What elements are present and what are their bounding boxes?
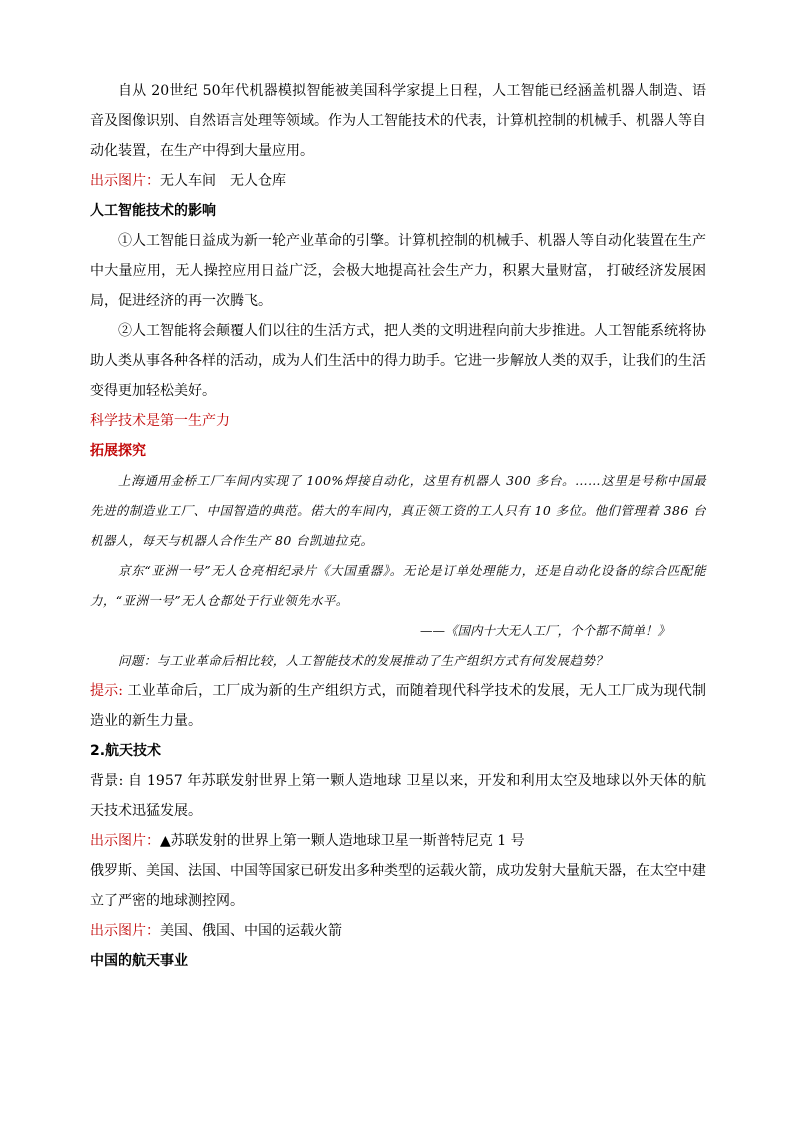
show-pictures-text: ▲苏联发射的世界上第一颗人造地球卫星一斯普特尼克 1 号 — [160, 833, 525, 849]
show-pictures-line-1 — [90, 166, 706, 196]
impact-heading: 人工智能技术的影响 — [90, 203, 216, 219]
extension-paragraph-2: 京东“亚洲一号”无人仓亮相纪录片《大国重器》。无论是订单处理能力，还是自动化设备的综合匹配能力，“亚洲一号”无人仓都处于行业领先水平。 — [90, 563, 706, 608]
explore-heading: 拓展探究 — [90, 443, 146, 459]
show-pictures-text: 无人车间 无人仓库 — [160, 173, 286, 189]
show-pictures-label: 出示图片： — [90, 923, 160, 939]
show-pictures-label: 出示图片： — [90, 833, 160, 849]
document-body — [90, 76, 706, 976]
hint-text: 工业革命后，工厂成为新的生产组织方式，而随着现代科学技术的发展，无人工厂成为现代制造业的新生力量。 — [90, 683, 707, 729]
space-tech-heading: 2.航天技术 — [90, 743, 162, 759]
intro-paragraph: 自从 20世纪 50年代机器模拟智能被美国科学家提上日程，人工智能已经涵盖机器人制造、语音及图像识别、自然语言处理等领域。作为人工智能技术的代表，计算机控制的机械手、机器人等自动化装置，在生产中得到大量应用。 — [90, 83, 706, 159]
china-space-heading: 中国的航天事业 — [90, 953, 188, 969]
impact-point-1: ①人工智能日益成为新一轮产业革命的引擎。计算机控制的机械手、机器人等自动化装置在生产中大量应用，无人操控应用日益广泛，会极大地提高社会生产力，积累大量财富， 打破经济发展困局，促进经济的再一次腾飞。 — [90, 233, 706, 309]
hint-paragraph — [90, 676, 706, 736]
science-productivity-line: 科学技术是第一生产力 — [90, 413, 230, 429]
hint-label: 提示: — [90, 683, 123, 699]
show-pictures-line-2 — [90, 826, 706, 856]
citation: ——《国内十大无人工厂，个个都不简单！》 — [419, 623, 670, 638]
launch-paragraph: 俄罗斯、美国、法国、中国等国家已研发出多种类型的运载火箭，成功发射大量航天器，在太空中建立了严密的地球测控网。 — [90, 863, 706, 909]
show-pictures-line-3 — [90, 916, 706, 946]
show-pictures-text: 美国、俄国、中国的运载火箭 — [160, 923, 342, 939]
impact-point-2: ②人工智能将会颠覆人们以往的生活方式，把人类的文明进程向前大步推进。人工智能系统将协助人类从事各种各样的活动，成为人们生活中的得力助手。它进一步解放人类的双手，让我们的生活变得更加轻松美好。 — [90, 323, 706, 399]
background-paragraph: 背景: 自 1957 年苏联发射世界上第一颗人造地球 卫星以来，开发和利用太空及地球以外天体的航天技术迅猛发展。 — [90, 773, 706, 819]
question: 问题：与工业革命后相比较，人工智能技术的发展推动了生产组织方式有何发展趋势？ — [118, 653, 609, 668]
show-pictures-label: 出示图片： — [90, 173, 160, 189]
extension-paragraph-1: 上海通用金桥工厂车间内实现了 100%焊接自动化，这里有机器人 300 多台。……这里是号称中国最先进的制造业工厂、中国智造的典范。偌大的车间内，真正领工资的工人只有 10 多位。他们管理着 386 台机器人，每天与机器人合作生产 80 台凯迪拉克。 — [90, 473, 706, 548]
